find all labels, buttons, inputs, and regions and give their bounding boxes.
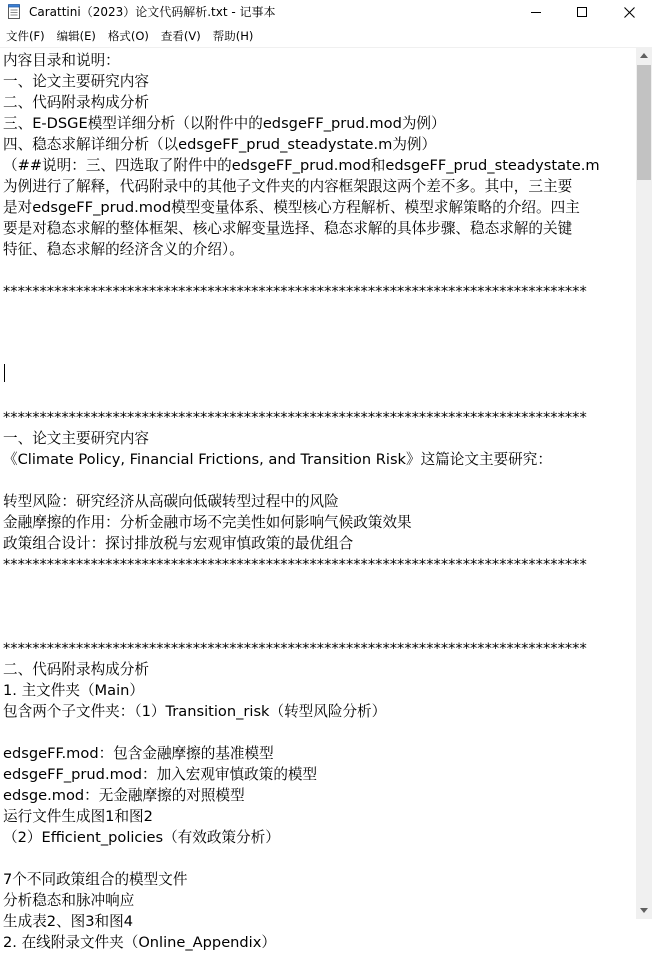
text-line: 生成表2、图3和图4 bbox=[3, 913, 134, 930]
vertical-scrollbar[interactable] bbox=[636, 47, 652, 919]
text-line: （2）Efficient_policies（有效政策分析） bbox=[3, 829, 280, 846]
close-button[interactable] bbox=[606, 0, 652, 24]
scroll-down-button[interactable] bbox=[636, 902, 652, 919]
text-line: 分析稳态和脉冲响应 bbox=[3, 892, 135, 909]
menu-file[interactable]: 文件(F) bbox=[6, 29, 45, 43]
close-icon bbox=[624, 7, 635, 18]
menu-view[interactable]: 查看(V) bbox=[160, 29, 201, 43]
text-line: 一、论文主要研究内容 bbox=[3, 73, 149, 90]
text-line: 7个不同政策组合的模型文件 bbox=[3, 871, 188, 888]
text-line: ******************************************************************************** bbox=[3, 283, 587, 300]
text-line: edsge.mod：无金融摩擦的对照模型 bbox=[3, 787, 245, 804]
notepad-app-icon bbox=[8, 4, 21, 19]
minimize-icon bbox=[531, 7, 541, 17]
minimize-button[interactable] bbox=[513, 0, 559, 24]
text-line: ******************************************************************************** bbox=[3, 409, 587, 426]
text-line bbox=[3, 617, 633, 638]
scroll-down-arrow-icon bbox=[640, 908, 648, 913]
text-line: ******************************************************************************** bbox=[3, 556, 587, 573]
scroll-thumb[interactable] bbox=[637, 65, 651, 180]
text-line bbox=[3, 302, 633, 323]
text-line: 内容目录和说明： bbox=[3, 52, 120, 69]
text-line bbox=[3, 848, 633, 869]
text-line bbox=[3, 260, 633, 281]
text-line: 政策组合设计：探讨排放税与宏观审慎政策的最优组合 bbox=[3, 535, 354, 552]
menu-format[interactable]: 格式(O) bbox=[107, 29, 149, 43]
text-line: 二、代码附录构成分析 bbox=[3, 661, 149, 678]
text-editor-area[interactable] bbox=[0, 47, 636, 951]
text-line: 特征、稳态求解的经济含义的介绍）。 bbox=[3, 241, 244, 258]
text-line: edsgeFF_prud.mod：加入宏观审慎政策的模型 bbox=[3, 766, 318, 783]
text-line: 1. 主文件夹（Main） bbox=[3, 682, 144, 699]
text-line bbox=[3, 722, 633, 743]
text-line: 《Climate Policy, Financial Frictions, and Transition Risk》这篇论文主要研究： bbox=[3, 451, 552, 468]
scroll-up-button[interactable] bbox=[636, 47, 652, 64]
text-line: 一、论文主要研究内容 bbox=[3, 430, 149, 447]
text-line bbox=[3, 386, 633, 407]
text-line bbox=[3, 470, 633, 491]
maximize-icon bbox=[577, 7, 587, 17]
text-line: （##说明：三、四选取了附件中的edsgeFF_prud.mod和edsgeFF_prud_steadystate.m bbox=[3, 157, 600, 174]
text-line: 三、E-DSGE模型详细分析（以附件中的edsgeFF_prud.mod为例） bbox=[3, 115, 446, 132]
text-line: 2. 在线附录文件夹（Online_Appendix） bbox=[3, 934, 276, 951]
scroll-up-arrow-icon bbox=[640, 53, 648, 58]
text-line bbox=[3, 575, 633, 596]
window-title: Carattini（2023）论文代码解析.txt - 记事本 bbox=[29, 5, 276, 19]
text-lines bbox=[3, 50, 633, 953]
maximize-button[interactable] bbox=[559, 0, 605, 24]
text-line: 二、代码附录构成分析 bbox=[3, 94, 149, 111]
text-line bbox=[3, 344, 633, 365]
menu-help[interactable]: 帮助(H) bbox=[212, 29, 254, 43]
text-line: 运行文件生成图1和图2 bbox=[3, 808, 153, 825]
text-line: 转型风险：研究经济从高碳向低碳转型过程中的风险 bbox=[3, 493, 339, 510]
menu-edit[interactable]: 编辑(E) bbox=[56, 29, 96, 43]
text-line: ******************************************************************************** bbox=[3, 640, 587, 657]
text-line: 要是对稳态求解的整体框架、核心求解变量选择、稳态求解的具体步骤、稳态求解的关键 bbox=[3, 220, 573, 237]
text-line: 四、稳态求解详细分析（以edsgeFF_prud_steadystate.m为例） bbox=[3, 136, 437, 153]
text-line: 是对edsgeFF_prud.mod模型变量体系、模型核心方程解析、模型求解策略的介绍。四主 bbox=[3, 199, 580, 216]
text-line bbox=[3, 365, 633, 386]
title-bar[interactable] bbox=[0, 0, 652, 24]
menu-bar bbox=[0, 26, 652, 46]
text-line: 包含两个子文件夹：（1）Transition_risk（转型风险分析） bbox=[3, 703, 387, 720]
text-line: 金融摩擦的作用：分析金融市场不完美性如何影响气候政策效果 bbox=[3, 514, 412, 531]
text-line: 为例进行了解释，代码附录中的其他子文件夹的内容框架跟这两个差不多。其中，三主要 bbox=[3, 178, 573, 195]
text-line: edsgeFF.mod：包含金融摩擦的基准模型 bbox=[3, 745, 274, 762]
text-line bbox=[3, 323, 633, 344]
text-line bbox=[3, 596, 633, 617]
text-caret bbox=[4, 364, 5, 382]
